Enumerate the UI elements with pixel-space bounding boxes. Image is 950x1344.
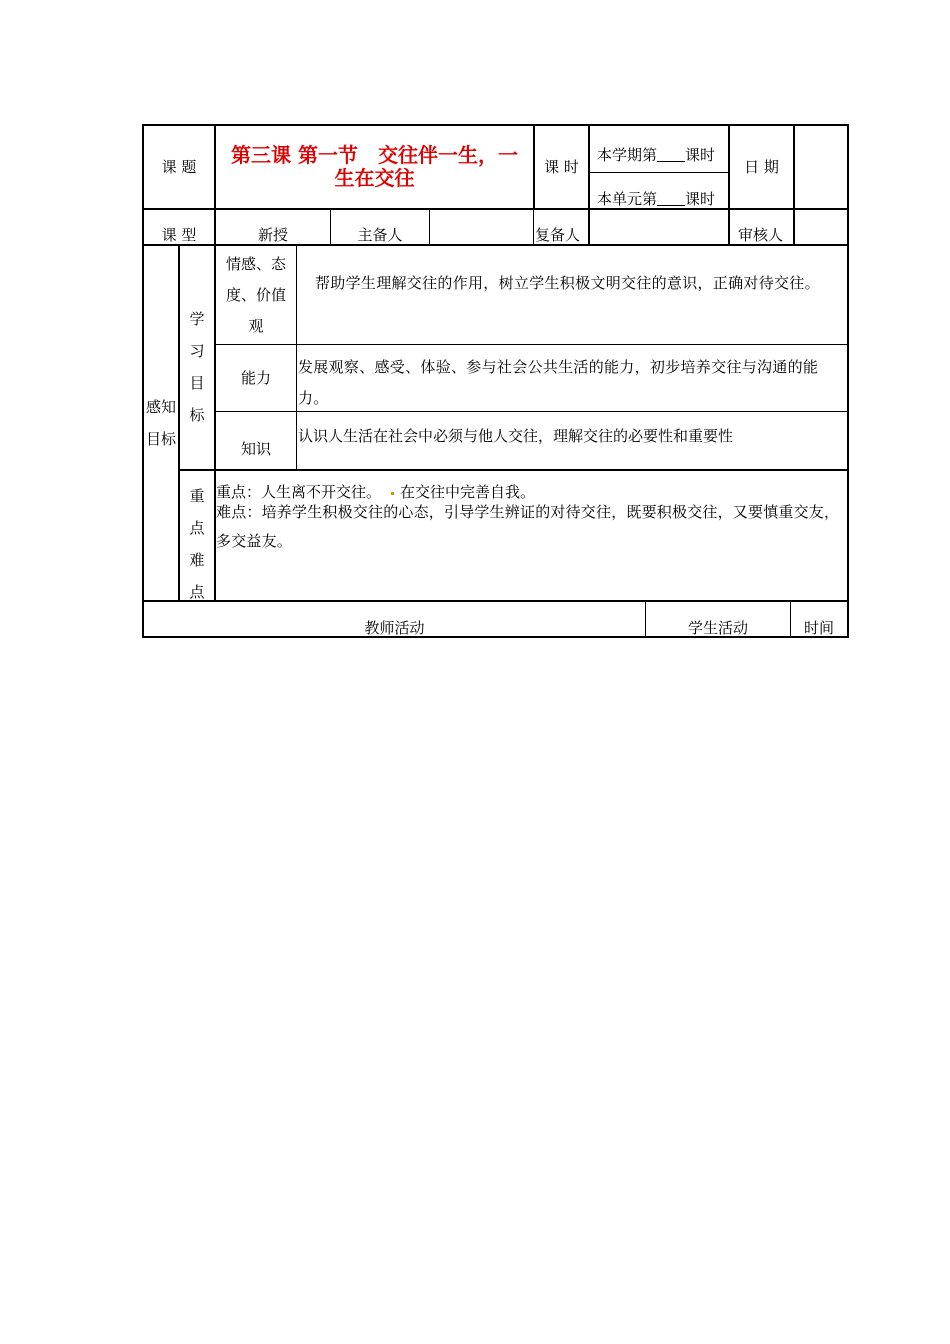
goal-row-2-label: 能力 xyxy=(240,369,271,387)
goal-row-1-label: 情感、态度、价值观 xyxy=(225,254,286,335)
label-teacher-activity: 教师活动 xyxy=(364,619,425,637)
label-reviewer: 审核人 xyxy=(738,226,784,244)
outer-goal-cell xyxy=(144,246,178,600)
label-focus: 重点难点 xyxy=(189,487,205,601)
label-date: 日 期 xyxy=(744,158,779,176)
rule-hours-split xyxy=(589,172,729,173)
label-time: 时间 xyxy=(803,619,834,637)
label-learning-goal: 学习目标 xyxy=(189,310,205,424)
focus-key-point-2: 在交往中完善自我。 xyxy=(400,483,536,501)
date-value-cell[interactable] xyxy=(795,126,847,208)
goal-row-1-label-cell xyxy=(216,246,296,344)
term-hour-suffix: 课时 xyxy=(685,146,716,164)
goal-row-1-text: 帮助学生理解交往的作用，树立学生积极文明交往的意识，正确对待交往。 xyxy=(315,274,820,292)
lesson-title-cell xyxy=(216,130,533,204)
rule-goals-bottom xyxy=(178,469,848,471)
type-value: 新授 xyxy=(257,226,288,244)
focus-line-2: 难点：培养学生积极交往的心态，引导学生辨证的对待交往，既要积极交往，又要慎重交友，多交益友。 xyxy=(216,503,840,550)
main-preparer-value[interactable] xyxy=(430,210,533,244)
label-topic: 课 题 xyxy=(161,158,197,176)
rule-focus-bottom xyxy=(142,600,849,602)
rule-v-goal-label xyxy=(296,244,297,470)
label-outer-goal: 感知目标 xyxy=(145,398,176,448)
unit-hour-prefix: 本单元第 xyxy=(597,190,658,208)
rule-goal1-bottom xyxy=(215,344,848,345)
goal-row-3-label: 知识 xyxy=(240,440,271,458)
term-hour-prefix: 本学期第 xyxy=(597,146,658,164)
rule-v-co-preparer xyxy=(533,208,534,246)
term-hour-blank[interactable] xyxy=(657,147,685,162)
label-student-activity: 学生活动 xyxy=(687,619,748,637)
rule-v-outer-goal xyxy=(178,244,180,602)
unit-hour-blank[interactable] xyxy=(657,191,685,206)
reviewer-value[interactable] xyxy=(795,210,847,244)
co-preparer-value[interactable] xyxy=(590,210,728,244)
goal-row-3-text: 认识人生活在社会中必须与他人交往，理解交往的必要性和重要性 xyxy=(298,427,734,445)
label-main-preparer: 主备人 xyxy=(357,226,403,244)
focus-key-point: 重点：人生离不开交往。 xyxy=(216,483,382,501)
label-hours: 课 时 xyxy=(544,158,579,176)
unit-hour-text xyxy=(597,190,715,208)
label-type: 课 型 xyxy=(161,226,197,244)
lesson-title: 第三课 第一节 交往伴一生，一生在交往 xyxy=(231,143,518,190)
unit-hour-suffix: 课时 xyxy=(685,190,716,208)
term-hour-text xyxy=(597,146,715,164)
label-co-preparer: 复备人 xyxy=(535,226,581,244)
dot-icon xyxy=(391,492,394,495)
goal-row-2-text: 发展观察、感受、体验、参与社会公共生活的能力，初步培养交往与沟通的能力。 xyxy=(298,358,819,407)
